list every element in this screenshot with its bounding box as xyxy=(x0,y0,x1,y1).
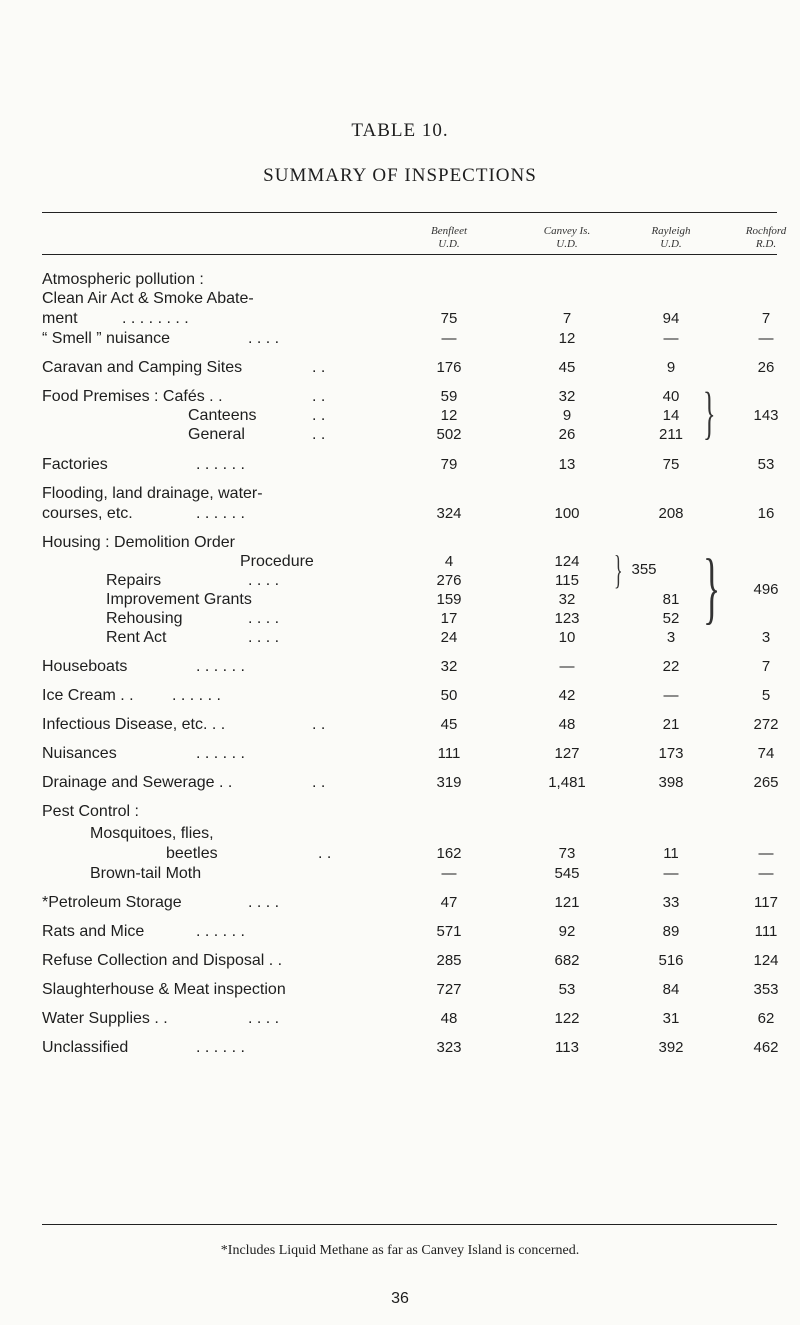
dot-leader: . . . . . . . . xyxy=(122,310,189,327)
dot-leader: . . . . xyxy=(248,572,280,589)
table-cell: 26 xyxy=(558,426,576,443)
table-cell: 84 xyxy=(662,981,680,998)
row-label: Repairs xyxy=(106,572,162,589)
table-cell: 1,481 xyxy=(548,774,586,791)
table-cell: 9 xyxy=(666,359,676,376)
row-label: Improvement Grants xyxy=(106,591,252,608)
table-cell: 398 xyxy=(658,774,684,791)
table-cell: 81 xyxy=(662,591,680,608)
table-cell: 32 xyxy=(558,591,576,608)
column-header-benfleet: Benfleet U.D. xyxy=(430,225,468,250)
row-label: General xyxy=(188,426,245,443)
dot-leader: . . . . . . xyxy=(196,745,245,762)
dot-leader: . . . . . . xyxy=(196,1039,245,1056)
table-cell: 42 xyxy=(558,687,576,704)
row-label: Slaughterhouse & Meat inspection xyxy=(42,981,286,998)
table-cell: 40 xyxy=(662,388,680,405)
right-brace: } xyxy=(614,547,623,592)
table-cell: 100 xyxy=(554,505,580,522)
table-cell: 7 xyxy=(761,310,771,327)
dot-leader: . . . . xyxy=(248,629,280,646)
table-cell: 496 xyxy=(753,581,779,598)
table-cell: 50 xyxy=(440,687,458,704)
table-cell: 353 xyxy=(753,981,779,998)
table-cell: 59 xyxy=(440,388,458,405)
dot-leader: . . xyxy=(312,716,326,733)
table-cell: 32 xyxy=(558,388,576,405)
table-cell: 75 xyxy=(662,456,680,473)
table-cell: 113 xyxy=(555,1039,579,1056)
table-cell: 74 xyxy=(757,745,775,762)
dot-leader: . . . . xyxy=(248,330,280,347)
table-cell: 9 xyxy=(562,407,572,424)
table-cell: — xyxy=(441,330,457,347)
dot-leader: . . xyxy=(312,774,326,791)
row-label: Factories xyxy=(42,456,108,473)
table-cell: — xyxy=(663,865,679,882)
table-cell: 124 xyxy=(554,553,580,570)
right-brace: } xyxy=(703,380,716,445)
table-cell: 727 xyxy=(436,981,462,998)
table-cell: 319 xyxy=(436,774,462,791)
table-cell: — xyxy=(663,330,679,347)
table-cell: 208 xyxy=(658,505,684,522)
dot-leader: . . . . . . xyxy=(172,687,221,704)
table-cell: — xyxy=(758,865,774,882)
table-cell: 89 xyxy=(662,923,680,940)
table-cell: — xyxy=(441,865,457,882)
row-label: Nuisances xyxy=(42,745,117,762)
row-label: Water Supplies . . xyxy=(42,1010,168,1027)
table-cell: 516 xyxy=(658,952,684,969)
row-label: *Petroleum Storage xyxy=(42,894,182,911)
row-label: Infectious Disease, etc. . . xyxy=(42,716,226,733)
table-cell: 17 xyxy=(440,610,458,627)
dot-leader: . . xyxy=(318,845,332,862)
row-label: Atmospheric pollution : xyxy=(42,271,204,288)
table-number: TABLE 10. xyxy=(351,120,449,141)
table-cell: 682 xyxy=(554,952,580,969)
table-cell: 22 xyxy=(662,658,680,675)
table-cell: 62 xyxy=(757,1010,775,1027)
top-rule xyxy=(42,212,777,213)
row-label: ment xyxy=(42,310,78,327)
row-label: Houseboats xyxy=(42,658,128,675)
table-cell: 265 xyxy=(753,774,779,791)
table-cell: 92 xyxy=(558,923,576,940)
dot-leader: . . xyxy=(312,407,326,424)
table-cell: 211 xyxy=(659,426,683,443)
dot-leader: . . xyxy=(312,388,326,405)
table-cell: 48 xyxy=(558,716,576,733)
table-cell: 124 xyxy=(753,952,779,969)
table-cell: 45 xyxy=(558,359,576,376)
table-cell: 16 xyxy=(757,505,775,522)
table-cell: 73 xyxy=(558,845,576,862)
table-cell: 571 xyxy=(436,923,462,940)
table-cell: 26 xyxy=(757,359,775,376)
table-cell: 14 xyxy=(662,407,680,424)
table-cell: 7 xyxy=(562,310,572,327)
table-cell: 117 xyxy=(754,894,778,911)
table-cell: 52 xyxy=(662,610,680,627)
dot-leader: . . . . xyxy=(248,610,280,627)
table-cell: 392 xyxy=(658,1039,684,1056)
dot-leader: . . . . . . xyxy=(196,923,245,940)
table-cell: 12 xyxy=(558,330,576,347)
table-cell: 53 xyxy=(757,456,775,473)
table-title: SUMMARY OF INSPECTIONS xyxy=(263,165,537,186)
table-cell: 159 xyxy=(436,591,462,608)
row-label: Caravan and Camping Sites xyxy=(42,359,243,376)
row-label: Canteens xyxy=(188,407,257,424)
row-label: Pest Control : xyxy=(42,803,139,820)
page-number: 36 xyxy=(391,1290,409,1307)
dot-leader: . . . . . . xyxy=(196,658,245,675)
dot-leader: . . . . . . xyxy=(196,456,245,473)
table-cell: 48 xyxy=(440,1010,458,1027)
table-cell: 32 xyxy=(440,658,458,675)
column-header-rayleigh: Rayleigh U.D. xyxy=(651,225,691,250)
row-label: Drainage and Sewerage . . xyxy=(42,774,233,791)
footnote: *Includes Liquid Methane as far as Canvey Island is concerned. xyxy=(220,1243,580,1258)
table-cell: — xyxy=(663,687,679,704)
table-cell: 21 xyxy=(662,716,680,733)
table-cell: 5 xyxy=(761,687,771,704)
table-cell: 121 xyxy=(554,894,580,911)
row-label: Rent Act xyxy=(106,629,167,646)
table-cell: 75 xyxy=(440,310,458,327)
table-cell: 12 xyxy=(440,407,458,424)
table-cell: 143 xyxy=(753,407,779,424)
table-cell: — xyxy=(559,658,575,675)
row-label: beetles xyxy=(166,845,218,862)
table-cell: 47 xyxy=(440,894,458,911)
column-header-canvey: Canvey Is. U.D. xyxy=(543,225,591,250)
table-cell: — xyxy=(758,845,774,862)
table-cell: 502 xyxy=(436,426,462,443)
dot-leader: . . . . xyxy=(248,894,280,911)
row-label: Flooding, land drainage, water- xyxy=(42,485,263,502)
table-cell: 3 xyxy=(666,629,676,646)
table-cell: 111 xyxy=(754,923,778,940)
row-label: “ Smell ” nuisance xyxy=(42,330,171,347)
dot-leader: . . . . xyxy=(248,1010,280,1027)
table-cell: 11 xyxy=(663,845,679,862)
row-label: Food Premises : Cafés . . xyxy=(42,388,223,405)
table-cell: 7 xyxy=(761,658,771,675)
table-cell: 162 xyxy=(436,845,462,862)
table-cell: 462 xyxy=(753,1039,779,1056)
row-label: Refuse Collection and Disposal . . xyxy=(42,952,283,969)
table-cell: 3 xyxy=(761,629,771,646)
row-label: Ice Cream . . xyxy=(42,687,134,704)
table-cell: 31 xyxy=(662,1010,680,1027)
table-cell: 324 xyxy=(436,505,462,522)
table-cell: — xyxy=(758,330,774,347)
row-label: courses, etc. xyxy=(42,505,133,522)
table-cell: 276 xyxy=(436,572,462,589)
table-cell: 355 xyxy=(631,561,657,578)
row-label: Clean Air Act & Smoke Abate- xyxy=(42,290,254,307)
table-cell: 122 xyxy=(554,1010,580,1027)
table-cell: 173 xyxy=(658,745,684,762)
row-label: Brown-tail Moth xyxy=(90,865,202,882)
table-cell: 79 xyxy=(440,456,458,473)
table-cell: 115 xyxy=(555,572,579,589)
table-cell: 123 xyxy=(554,610,580,627)
row-label: Housing : Demolition Order xyxy=(42,534,235,551)
row-label: Rats and Mice xyxy=(42,923,145,940)
table-cell: 323 xyxy=(436,1039,462,1056)
dot-leader: . . xyxy=(312,426,326,443)
table-cell: 13 xyxy=(558,456,576,473)
table-cell: 53 xyxy=(558,981,576,998)
row-label: Procedure xyxy=(240,553,314,570)
row-label: Mosquitoes, flies, xyxy=(90,825,214,842)
bottom-rule xyxy=(42,1224,777,1225)
dot-leader: . . . . . . xyxy=(196,505,245,522)
table-cell: 545 xyxy=(554,865,580,882)
table-cell: 285 xyxy=(436,952,462,969)
right-brace: } xyxy=(703,544,721,632)
table-cell: 176 xyxy=(436,359,462,376)
table-cell: 33 xyxy=(662,894,680,911)
table-cell: 45 xyxy=(440,716,458,733)
header-rule xyxy=(42,254,777,255)
table-cell: 127 xyxy=(554,745,580,762)
table-cell: 111 xyxy=(437,745,461,762)
row-label: Unclassified xyxy=(42,1039,129,1056)
table-cell: 4 xyxy=(444,553,454,570)
row-label: Rehousing xyxy=(106,610,183,627)
table-cell: 24 xyxy=(440,629,458,646)
table-cell: 10 xyxy=(558,629,576,646)
table-cell: 272 xyxy=(753,716,779,733)
column-header-rochford: Rochford R.D. xyxy=(745,225,787,250)
table-cell: 94 xyxy=(662,310,680,327)
dot-leader: . . xyxy=(312,359,326,376)
